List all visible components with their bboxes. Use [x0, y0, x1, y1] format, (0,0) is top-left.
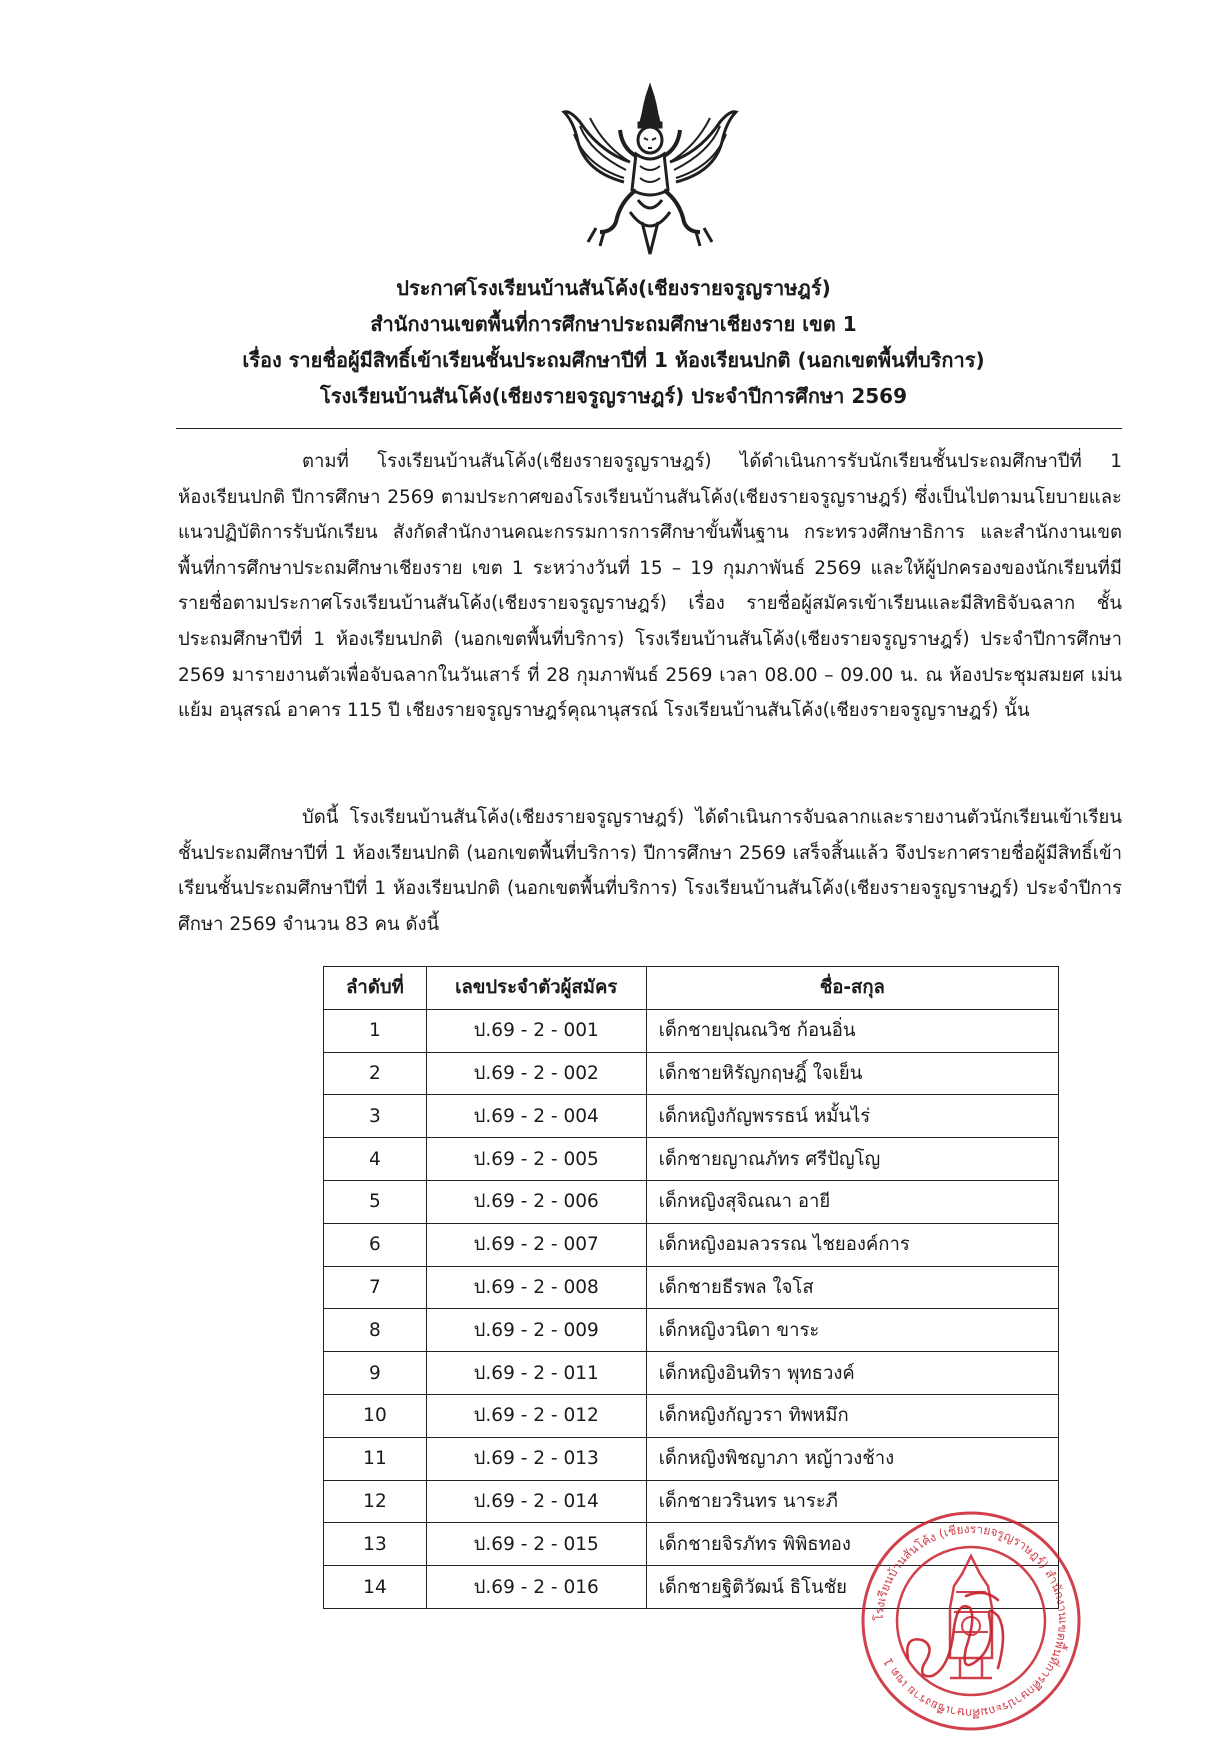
- row-applicant-id: ป.69 - 2 - 013: [426, 1437, 646, 1480]
- row-order: 10: [324, 1394, 427, 1437]
- table-row: [324, 1309, 1059, 1352]
- body-paragraph-1: [178, 444, 1122, 729]
- table-row: [324, 1394, 1059, 1437]
- row-applicant-id: ป.69 - 2 - 008: [426, 1266, 646, 1309]
- row-order: 13: [324, 1523, 427, 1566]
- row-full-name: เด็กชายปุณณวิช ก้อนอิ่น: [646, 1009, 1058, 1052]
- table-row: [324, 1352, 1059, 1395]
- row-order: 3: [324, 1095, 427, 1138]
- row-order: 8: [324, 1309, 427, 1352]
- row-applicant-id: ป.69 - 2 - 007: [426, 1223, 646, 1266]
- header-full-name: ชื่อ-สกุล: [646, 967, 1058, 1010]
- header-applicant-id: เลขประจำตัวผู้สมัคร: [426, 967, 646, 1010]
- table-header-row: [324, 967, 1059, 1010]
- row-order: 2: [324, 1052, 427, 1095]
- paragraph-2-text: บัดนี้ โรงเรียนบ้านสันโค้ง(เชียงรายจรูญราษฎร์) ได้ดำเนินการจับฉลากและรายงานตัวนักเรียนเข้าเรียนชั้นประถมศึกษาปีที่ 1 ห้องเรียนปกติ (นอกเขตพื้นที่บริการ) ปีการศึกษา 2569 เสร็จสิ้นแล้ว จึงประกาศรายชื่อผู้มีสิทธิ์เข้าเรียนชั้นประถมศึกษาปีที่ 1 ห้องเรียนปกติ (นอกเขตพื้นที่บริการ) โรงเรียนบ้านสันโค้ง(เชียงรายจรูญราษฎร์) ประจำปีการศึกษา 2569 จำนวน 83 คน ดังนี้: [178, 807, 1122, 935]
- row-full-name: เด็กหญิงพิชญาภา หญ้าวงช้าง: [646, 1437, 1058, 1480]
- header-line-4: โรงเรียนบ้านสันโค้ง(เชียงรายจรูญราษฎร์) ประจำปีการศึกษา 2569: [320, 384, 907, 408]
- row-full-name: เด็กชายหิรัญกฤษฎิ์ ใจเย็น: [646, 1052, 1058, 1095]
- row-applicant-id: ป.69 - 2 - 004: [426, 1095, 646, 1138]
- row-full-name: เด็กชายฐิติวัฒน์ ธิโนชัย: [646, 1566, 1058, 1609]
- row-applicant-id: ป.69 - 2 - 015: [426, 1523, 646, 1566]
- row-applicant-id: ป.69 - 2 - 014: [426, 1480, 646, 1523]
- header-divider: [176, 428, 1122, 429]
- row-order: 5: [324, 1180, 427, 1223]
- row-full-name: เด็กชายญาณภัทร ศรีปัญโญ: [646, 1138, 1058, 1181]
- header-line-1: ประกาศโรงเรียนบ้านสันโค้ง(เชียงรายจรูญราษฎร์): [396, 276, 831, 300]
- row-applicant-id: ป.69 - 2 - 016: [426, 1566, 646, 1609]
- row-full-name: เด็กหญิงวนิดา ขาระ: [646, 1309, 1058, 1352]
- table-row: [324, 1180, 1059, 1223]
- announcement-header: [160, 270, 1067, 414]
- row-order: 4: [324, 1138, 427, 1181]
- row-order: 11: [324, 1437, 427, 1480]
- row-full-name: เด็กหญิงสุจิณณา อายี: [646, 1180, 1058, 1223]
- table-row: [324, 1266, 1059, 1309]
- row-order: 7: [324, 1266, 427, 1309]
- row-order: 14: [324, 1566, 427, 1609]
- seal-text: โรงเรียนบ้านสันโค้ง (เชียงรายจรูญราษฎร์) สำนักงานเขตพื้นที่การศึกษาประถมศึกษาเชียงราย เขต 1: [871, 1521, 1071, 1721]
- header-order: ลำดับที่: [324, 967, 427, 1010]
- table-row: [324, 1437, 1059, 1480]
- row-applicant-id: ป.69 - 2 - 012: [426, 1394, 646, 1437]
- table-row: [324, 1138, 1059, 1181]
- row-applicant-id: ป.69 - 2 - 006: [426, 1180, 646, 1223]
- row-full-name: เด็กหญิงอินทิรา พุทธวงค์: [646, 1352, 1058, 1395]
- row-order: 9: [324, 1352, 427, 1395]
- table-row: [324, 1052, 1059, 1095]
- row-full-name: เด็กชายจิรภัทร พิพิธทอง: [646, 1523, 1058, 1566]
- row-applicant-id: ป.69 - 2 - 009: [426, 1309, 646, 1352]
- header-line-3: เรื่อง รายชื่อผู้มีสิทธิ์เข้าเรียนชั้นประถมศึกษาปีที่ 1 ห้องเรียนปกติ (นอกเขตพื้นที่บริการ): [242, 348, 985, 372]
- row-applicant-id: ป.69 - 2 - 011: [426, 1352, 646, 1395]
- school-seal-stamp-icon: [858, 1508, 1084, 1734]
- garuda-emblem-icon: [560, 82, 740, 260]
- header-line-2: สำนักงานเขตพื้นที่การศึกษาประถมศึกษาเชียงราย เขต 1: [370, 312, 857, 336]
- row-applicant-id: ป.69 - 2 - 001: [426, 1009, 646, 1052]
- row-full-name: เด็กชายธีรพล ใจโส: [646, 1266, 1058, 1309]
- row-order: 6: [324, 1223, 427, 1266]
- row-full-name: เด็กหญิงอมลวรรณ ไชยองค์การ: [646, 1223, 1058, 1266]
- row-full-name: เด็กหญิงกัญพรรธน์ หมั้นไร่: [646, 1095, 1058, 1138]
- row-order: 1: [324, 1009, 427, 1052]
- row-full-name: เด็กหญิงกัญวรา ทิพหมึก: [646, 1394, 1058, 1437]
- row-full-name: เด็กชายวรินทร นาระภี: [646, 1480, 1058, 1523]
- row-order: 12: [324, 1480, 427, 1523]
- body-paragraph-2: [178, 800, 1122, 942]
- paragraph-1-text: ตามที่ โรงเรียนบ้านสันโค้ง(เชียงรายจรูญราษฎร์) ได้ดำเนินการรับนักเรียนชั้นประถมศึกษาปีที่ 1 ห้องเรียนปกติ ปีการศึกษา 2569 ตามประกาศของโรงเรียนบ้านสันโค้ง(เชียงรายจรูญราษฎร์) ซึ่งเป็นไปตามนโยบายและแนวปฏิบัติการรับนักเรียน สังกัดสำนักงานคณะกรรมการการศึกษาขั้นพื้นฐาน กระทรวงศึกษาธิการ และสำนักงานเขตพื้นที่การศึกษาประถมศึกษาเชียงราย เขต 1 ระหว่างวันที่ 15 – 19 กุมภาพันธ์ 2569 และให้ผู้ปกครองของนักเรียนที่มีรายชื่อตามประกาศโรงเรียนบ้านสันโค้ง(เชียงรายจรูญราษฎร์) เรื่อง รายชื่อผู้สมัครเข้าเรียนและมีสิทธิจับฉลาก ชั้นประถมศึกษาปีที่ 1 ห้องเรียนปกติ (นอกเขตพื้นที่บริการ) โรงเรียนบ้านสันโค้ง(เชียงรายจรูญราษฎร์) ประจำปีการศึกษา 2569 มารายงานตัวเพื่อจับฉลากในวันเสาร์ ที่ 28 กุมภาพันธ์ 2569 เวลา 08.00 – 09.00 น. ณ ห้องประชุมสมยศ เม่นแย้ม อนุสรณ์ อาคาร 115 ปี เชียงรายจรูญราษฎร์คุณานุสรณ์ โรงเรียนบ้านสันโค้ง(เชียงรายจรูญราษฎร์) นั้น: [178, 451, 1122, 722]
- row-applicant-id: ป.69 - 2 - 002: [426, 1052, 646, 1095]
- row-applicant-id: ป.69 - 2 - 005: [426, 1138, 646, 1181]
- table-row: [324, 1095, 1059, 1138]
- table-row: [324, 1223, 1059, 1266]
- table-row: [324, 1009, 1059, 1052]
